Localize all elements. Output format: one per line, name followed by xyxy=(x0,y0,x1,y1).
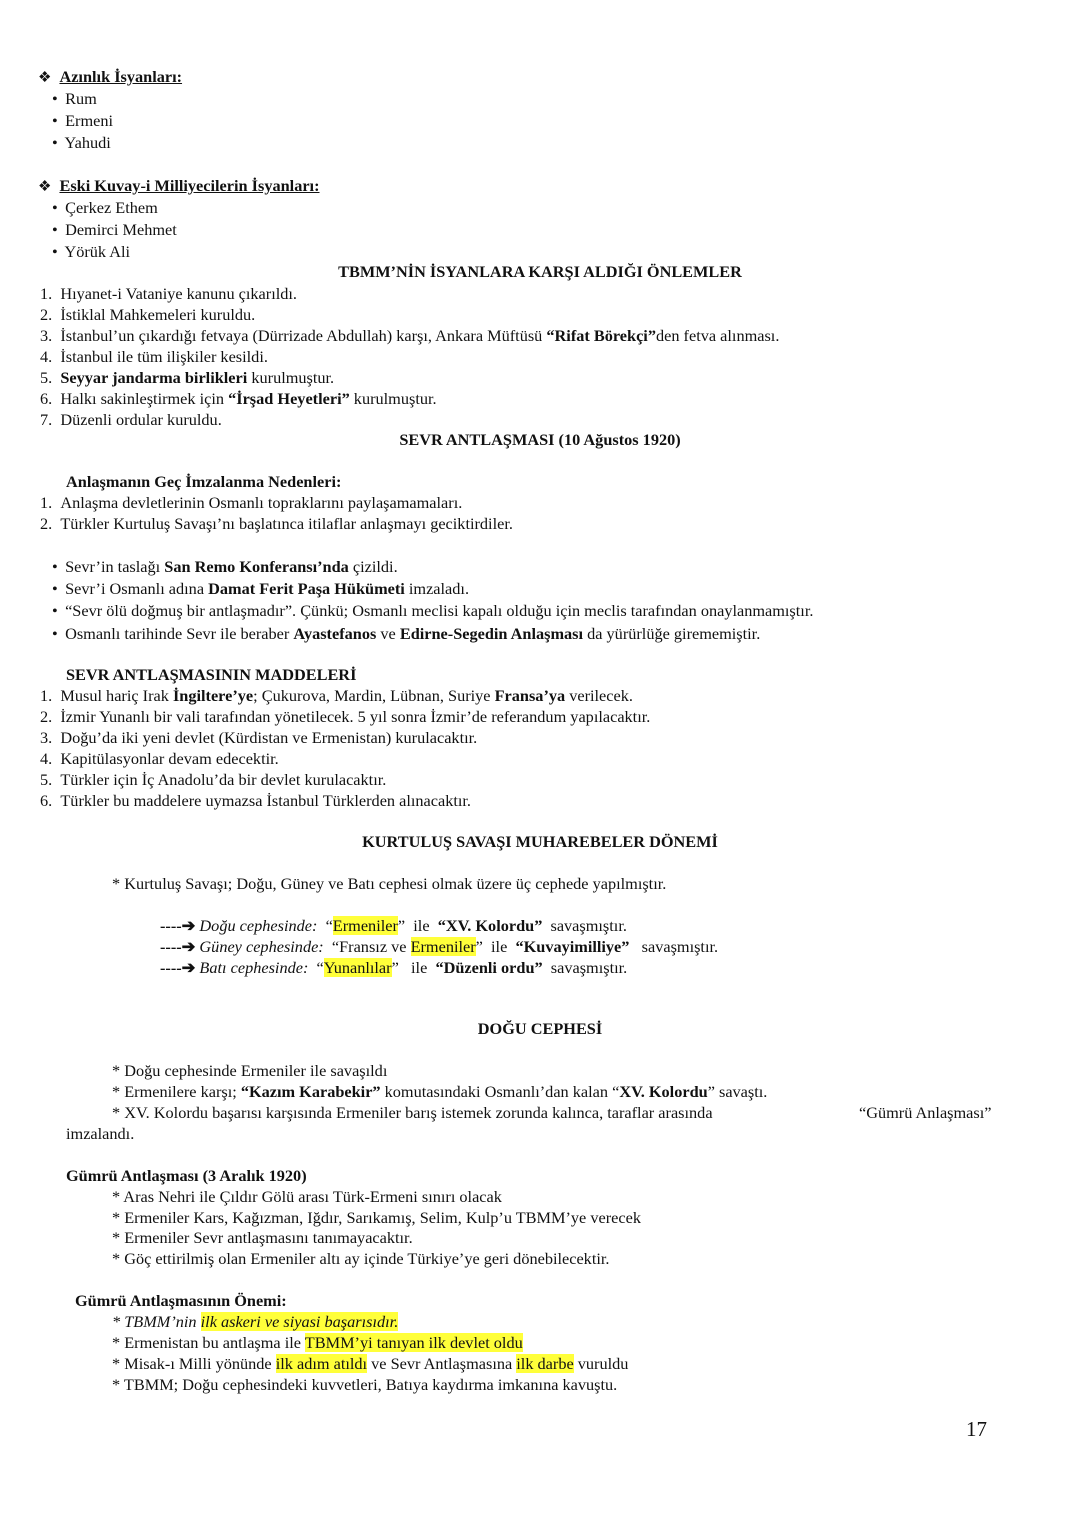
list-item: • “Sevr ölü doğmuş bir antlaşmadır”. Çünkü; Osmanlı meclisi kapalı olduğu için meclis tarafından onaylanmamıştır. xyxy=(52,601,814,620)
onem-line: * Misak-ı Milli yönünde ilk adım atıldı ve Sevr Antlaşmasına ilk darbe vuruldu xyxy=(112,1354,629,1373)
dogu-line-end: “Gümrü Anlaşması” xyxy=(859,1103,992,1122)
list-item: * Göç ettirilmiş olan Ermeniler altı ay içinde Türkiye’ye geri dönebilecektir. xyxy=(112,1249,610,1268)
onem-title: Gümrü Antlaşmasının Önemi: xyxy=(75,1291,287,1310)
kurtulus-intro: * Kurtuluş Savaşı; Doğu, Güney ve Batı cephesi olmak üzere üç cephede yapılmıştır. xyxy=(112,874,667,893)
bullet-icon: • xyxy=(52,89,58,108)
list-item: • Sevr’in taslağı San Remo Konferansı’nda çizildi. xyxy=(52,557,398,576)
sevr-title: SEVR ANTLAŞMASI (10 Ağustos 1920) xyxy=(399,430,681,449)
numbered-item: 2. İstiklal Mahkemeleri kuruldu. xyxy=(40,305,256,324)
numbered-item: 1. Anlaşma devletlerinin Osmanlı topraklarını paylaşamamaları. xyxy=(40,493,463,512)
list-item: • Çerkez Ethem xyxy=(52,198,158,217)
onem-line: * TBMM’nin ilk askeri ve siyasi başarısıdır. xyxy=(112,1312,399,1331)
dogu-title: DOĞU CEPHESİ xyxy=(477,1019,603,1038)
onem-line: * Ermenistan bu antlaşma ile TBMM’yi tanıyan ilk devlet oldu xyxy=(112,1333,523,1352)
bullet-icon: • xyxy=(52,601,58,620)
list-item: • Ermeni xyxy=(52,111,113,130)
numbered-item: 5. Seyyar jandarma birlikleri kurulmuştur. xyxy=(40,368,335,387)
numbered-item: 1. Hıyanet-i Vataniye kanunu çıkarıldı. xyxy=(40,284,297,303)
numbered-item: 1. Musul hariç Irak İngiltere’ye; Çukurova, Mardin, Lübnan, Suriye Fransa’ya verilecek. xyxy=(40,686,633,705)
arrow-right-icon: ----➔ xyxy=(160,916,196,935)
onem-line: * TBMM; Doğu cephesindeki kuvvetleri, Batıya kaydırma imkanına kavuştu. xyxy=(112,1375,618,1394)
numbered-item: 5. Türkler için İç Anadolu’da bir devlet kurulacaktır. xyxy=(40,770,387,789)
list-item: • Yahudi xyxy=(52,133,111,152)
arrow-right-icon: ----➔ xyxy=(160,958,196,977)
bullet-icon: • xyxy=(52,133,58,152)
list-item: • Sevr’i Osmanlı adına Damat Ferit Paşa Hükümeti imzaladı. xyxy=(52,579,470,598)
madde-title: SEVR ANTLAŞMASININ MADDELERİ xyxy=(66,665,357,684)
numbered-item: 2. İzmir Yunanlı bir vali tarafından yönetilecek. 5 yıl sonra İzmir’de referandum yapılacaktır. xyxy=(40,707,651,726)
bullet-icon: • xyxy=(52,557,58,576)
list-item: * Aras Nehri ile Çıldır Gölü arası Türk-Ermeni sınırı olacak xyxy=(112,1187,502,1206)
diamond-bullet-icon: ❖ xyxy=(38,179,52,195)
bullet-icon: • xyxy=(52,220,58,239)
numbered-item: 3. Doğu’da iki yeni devlet (Kürdistan ve Ermenistan) kurulacaktır. xyxy=(40,728,478,747)
numbered-item: 4. İstanbul ile tüm ilişkiler kesildi. xyxy=(40,347,268,366)
numbered-item: 3. İstanbul’un çıkardığı fetvaya (Dürrizade Abdullah) karşı, Ankara Müftüsü “Rifat Börekçi”den fetva alınması. xyxy=(40,326,780,345)
front-line-bati: ----➔ Batı cephesinde: “Yunanlılar” ile “Düzenli ordu” savaşmıştır. xyxy=(160,958,628,977)
bullet-icon: • xyxy=(52,242,58,261)
front-line-dogu: ----➔ Doğu cephesinde: “Ermeniler” ile “XV. Kolordu” savaşmıştır. xyxy=(160,916,627,935)
onlemler-title: TBMM’NİN İSYANLARA KARŞI ALDIĞI ÖNLEMLER xyxy=(338,262,742,281)
numbered-item: 6. Türkler bu maddelere uymazsa İstanbul Türklerden alınacaktır. xyxy=(40,791,471,810)
list-item: • Rum xyxy=(52,89,97,108)
section-kuvay-heading: ❖ Eski Kuvay-i Milliyecilerin İsyanları: xyxy=(38,176,320,195)
list-item: • Demirci Mehmet xyxy=(52,220,177,239)
bullet-icon: • xyxy=(52,579,58,598)
numbered-item: 7. Düzenli ordular kuruldu. xyxy=(40,410,222,429)
dogu-line: imzalandı. xyxy=(66,1124,135,1143)
gec-title: Anlaşmanın Geç İmzalanma Nedenleri: xyxy=(66,472,342,491)
bullet-icon: • xyxy=(52,111,58,130)
numbered-item: 4. Kapitülasyonlar devam edecektir. xyxy=(40,749,279,768)
list-item: * Ermeniler Sevr antlaşmasını tanımayacaktır. xyxy=(112,1228,413,1247)
gumru-title: Gümrü Antlaşması (3 Aralık 1920) xyxy=(66,1166,307,1185)
arrow-right-icon: ----➔ xyxy=(160,937,196,956)
kurtulus-title: KURTULUŞ SAVAŞI MUHAREBELER DÖNEMİ xyxy=(362,832,718,851)
dogu-line: * Ermenilere karşı; “Kazım Karabekir” komutasındaki Osmanlı’dan kalan “XV. Kolordu” savaştı. xyxy=(112,1082,768,1101)
list-item: * Ermeniler Kars, Kağızman, Iğdır, Sarıkamış, Selim, Kulp’u TBMM’ye verecek xyxy=(112,1208,641,1227)
diamond-bullet-icon: ❖ xyxy=(38,70,52,86)
dogu-line: * Doğu cephesinde Ermeniler ile savaşıldı xyxy=(112,1061,388,1080)
page-number: 17 xyxy=(966,1417,987,1441)
bullet-icon: • xyxy=(52,198,58,217)
section-azinlik-heading: ❖ Azınlık İsyanları: xyxy=(38,67,183,86)
list-item: • Osmanlı tarihinde Sevr ile beraber Ayastefanos ve Edirne-Segedin Anlaşması da yürürlüğe girememiştir. xyxy=(52,624,761,643)
numbered-item: 6. Halkı sakinleştirmek için “İrşad Heyetleri” kurulmuştur. xyxy=(40,389,437,408)
list-item: • Yörük Ali xyxy=(52,242,131,261)
front-line-guney: ----➔ Güney cephesinde: “Fransız ve Ermeniler” ile “Kuvayimilliye” savaşmıştır. xyxy=(160,937,719,956)
dogu-line: * XV. Kolordu başarısı karşısında Ermeniler barış istemek zorunda kalınca, taraflar arasında xyxy=(112,1103,713,1122)
bullet-icon: • xyxy=(52,624,58,643)
numbered-item: 2. Türkler Kurtuluş Savaşı’nı başlatınca itilaflar anlaşmayı geciktirdiler. xyxy=(40,514,513,533)
